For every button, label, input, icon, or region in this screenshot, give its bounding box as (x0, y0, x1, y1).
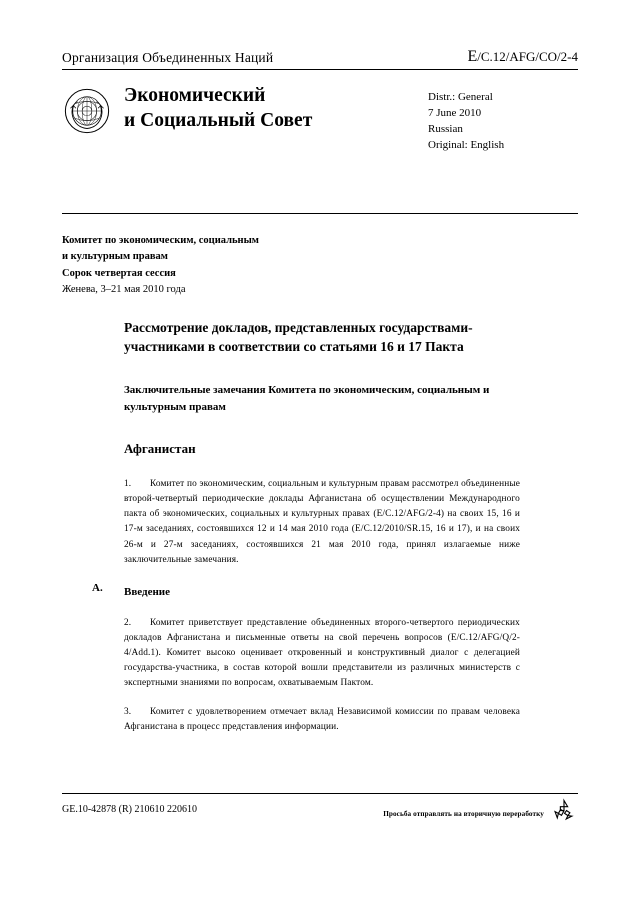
emblem-row (62, 84, 578, 154)
distribution-line-4: Original: English (428, 138, 505, 151)
recycle-icon (550, 796, 578, 824)
council-title (124, 84, 428, 134)
recycle-notice (383, 800, 578, 824)
distribution-line-3: Russian (428, 122, 463, 135)
header-top-rule (62, 69, 578, 70)
country-heading: Афганистан (124, 441, 196, 457)
document-symbol (467, 48, 578, 66)
document-body (92, 318, 520, 749)
council-title-line1: Экономический (124, 85, 266, 106)
paragraph-2-number: 2. (124, 617, 132, 628)
page-footer (62, 800, 578, 824)
distribution-line-1: Distr.: General (428, 91, 493, 103)
council-title-line2: и Социальный Совет (124, 109, 313, 131)
paragraph-2 (124, 616, 520, 691)
masthead (62, 48, 578, 154)
organization-row (62, 48, 578, 69)
paragraph-2-text: Комитет приветствует представление объединенных второго-четвертого периодических докладов Афганистана и письменные ответы на свой перечень вопросов (E/C.12/AFG/Q/2-4/Add.1). Комитет высоко оценивает откровенный и конструктивный диалог с делегацией государства-участника, в состав которой вошли представители из различных министерств с экспертными знаниями по вопросам, охватываемым Пактом. (124, 617, 520, 688)
section-a-title: Введение (124, 585, 171, 598)
section-a (92, 581, 520, 600)
paragraph-3-text: Комитет с удовлетворением отмечает вклад Независимой комиссии по правам человека Афганистана в процесс представления информации. (124, 706, 520, 732)
recycle-text: Просьба отправлять на вторичную переработку (383, 810, 544, 818)
un-emblem-icon (64, 88, 110, 134)
organization-name: Организация Объединенных Наций (62, 50, 274, 65)
paragraph-1-number: 1. (124, 479, 132, 490)
committee-session: Сорок четвертая сессия (62, 267, 176, 279)
paragraph-3 (124, 705, 520, 735)
distribution-block (428, 90, 578, 154)
section-a-letter: A. (92, 581, 103, 594)
paragraph-1-text: Комитет по экономическим, социальным и культурным правам рассмотрел объединенные второй-четвертый периодические доклады Афганистана об осуществлении Международного пакта об экономических, социальных и культурных правах (E/C.12/AFG/2-4) на своих 15, 16 и 17-м заседаниях, состоявшихся 12 и 14 мая 2010 года (E/C.12/2010/SR.15, 16 и 17), и на своих 26-м и 27-м заседаниях, состоявшихся 21 мая 2010 года, принял излагаемые ниже заключительные замечания. (124, 479, 520, 565)
committee-block (62, 233, 578, 298)
distribution-line-2: 7 June 2010 (428, 106, 482, 119)
footer-rule (62, 793, 578, 794)
committee-name-line2: и культурным правам (62, 251, 168, 263)
job-number: GE.10-42878 (R) 210610 220610 (62, 804, 197, 815)
committee-place-date: Женева, 3–21 мая 2010 года (62, 283, 186, 295)
document-symbol-suffix: /C.12/AFG/CO/2-4 (477, 49, 578, 64)
committee-name-line1: Комитет по экономическим, социальным (62, 235, 259, 246)
header-bottom-rule (62, 213, 578, 214)
paragraph-1 (124, 477, 520, 567)
document-subtitle: Заключительные замечания Комитета по экономическим, социальным и культурным правам (124, 384, 490, 413)
document-symbol-prefix: E (467, 48, 478, 65)
paragraph-3-number: 3. (124, 706, 132, 717)
page-title: Рассмотрение докладов, представленных государствами-участниками в соответствии со статьями 16 и 17 Пакта (124, 320, 473, 355)
